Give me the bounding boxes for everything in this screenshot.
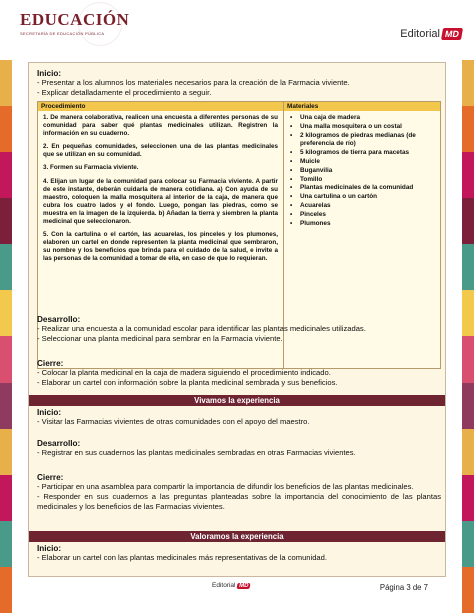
procedure-step: 3. Formen su Farmacia viviente. — [43, 164, 139, 172]
material-item: • Plumones — [300, 220, 436, 229]
inicio-label-1: Inicio: — [37, 69, 62, 78]
section-bar-valoramos: Valoramos la experiencia — [29, 531, 445, 542]
publisher-name: Editorial — [400, 28, 440, 40]
stripe-segment — [0, 475, 12, 521]
material-item: • Buganvilia — [300, 167, 436, 176]
footer-publisher-logo — [212, 582, 251, 589]
material-item: • 2 kilogramos de piedras medianas (de preferencia de río) — [300, 132, 436, 150]
desarrollo-label-2: Desarrollo: — [37, 439, 81, 448]
cierre-section-2 — [37, 473, 441, 512]
material-item: • Una caja de madera — [300, 114, 436, 123]
stripe-segment — [0, 290, 12, 336]
procedure-step: 1. De manera colaborativa, realicen una encuesta a diferentes personas de su comunidad para saber qué plantas medicinales utilizan. Registren la información en su cuaderno. — [43, 114, 278, 138]
cierre-section-1 — [37, 359, 441, 388]
stripe-segment — [462, 244, 474, 290]
materials-header: Materiales — [287, 103, 319, 110]
publisher-badge: MD — [441, 28, 463, 40]
page-number: Página 3 de 7 — [379, 583, 428, 592]
inicio-label-2: Inicio: — [37, 408, 62, 417]
section-bar-vivamos: Vivamos la experiencia — [29, 395, 445, 406]
inicio-section-2 — [37, 408, 441, 427]
material-item: • Pinceles — [300, 211, 436, 220]
inicio-label-3: Inicio: — [37, 544, 62, 553]
footer-publisher-badge: MD — [238, 582, 250, 589]
stripe-segment — [462, 429, 474, 475]
table-header-row — [38, 102, 440, 111]
stripe-segment — [462, 198, 474, 244]
cierre-line: - Elaborar un cartel con información sobre la planta medicinal sembrada y sus beneficios. — [37, 378, 338, 387]
inicio-line: - Presentar a los alumnos los materiales necesarios para la creación de la Farmacia viviente. — [37, 78, 350, 87]
cierre-line: - Colocar la planta medicinal en la caja de madera siguiendo el procedimiento indicado. — [37, 368, 331, 377]
page-header — [0, 0, 474, 60]
desarrollo-section-1 — [37, 315, 441, 344]
stripe-segment — [462, 383, 474, 429]
desarrollo-line: - Seleccionar una planta medicinal para sembrar en la Farmacia viviente. — [37, 334, 283, 343]
stripe-segment — [462, 475, 474, 521]
procedure-step: 5. Con la cartulina o el cartón, las acuarelas, los pinceles y los plumones, elaboren un cartel en donde representen la planta medicinal que sembraron, su nombre y los beneficios que brinda para el cuidado de la salud, e invite a las personas de la comunidad a tomar de ella, en caso de que lo requieran. — [43, 231, 278, 263]
inicio-section-3 — [37, 544, 441, 563]
stripe-segment — [462, 521, 474, 567]
right-decorative-stripes — [462, 60, 474, 613]
stripe-segment — [462, 336, 474, 382]
stripe-segment — [462, 106, 474, 152]
stripe-segment — [0, 106, 12, 152]
logo-title: EDUCACIÓN — [20, 10, 130, 29]
desarrollo-line: - Registrar en sus cuadernos las plantas medicinales sembradas en otras Farmacias vivientes. — [37, 448, 356, 457]
stripe-segment — [0, 60, 12, 106]
cierre-label-1: Cierre: — [37, 359, 64, 368]
material-item: • Una cartulina o un cartón — [300, 193, 436, 202]
stripe-segment — [462, 152, 474, 198]
stripe-segment — [462, 290, 474, 336]
material-item: • Una malla mosquitera o un costal — [300, 123, 436, 132]
stripe-segment — [0, 198, 12, 244]
stripe-segment — [0, 152, 12, 198]
left-decorative-stripes — [0, 60, 12, 613]
education-logo — [20, 10, 129, 36]
footer-publisher-name: Editorial — [212, 582, 236, 589]
stripe-segment — [0, 567, 12, 613]
cierre-line: - Responder en sus cuadernos a las preguntas planteadas sobre la importancia del conocimiento de las plantas medicinales y los beneficios de las Farmacias vivientes. — [37, 492, 441, 511]
stripe-segment — [462, 567, 474, 613]
stripe-segment — [0, 429, 12, 475]
stripe-segment — [462, 60, 474, 106]
logo-subtitle: SECRETARÍA DE EDUCACIÓN PÚBLICA — [20, 31, 105, 36]
desarrollo-line: - Realizar una encuesta a la comunidad escolar para identificar las plantas medicinales utilizadas. — [37, 324, 366, 333]
material-item: • Muicle — [300, 158, 436, 167]
publisher-logo — [400, 28, 462, 40]
inicio-line: - Elaborar un cartel con las plantas medicinales más representativas de la comunidad. — [37, 553, 327, 562]
stripe-segment — [0, 383, 12, 429]
desarrollo-label-1: Desarrollo: — [37, 315, 81, 324]
lesson-plan-frame — [28, 62, 446, 577]
stripe-segment — [0, 244, 12, 290]
stripe-segment — [0, 521, 12, 567]
material-item: • Plantas medicinales de la comunidad — [300, 184, 436, 193]
inicio-line: - Visitar las Farmacias vivientes de otras comunidades con el apoyo del maestro. — [37, 417, 310, 426]
material-item: • Tomillo — [300, 176, 436, 185]
desarrollo-section-2 — [37, 439, 441, 458]
procedure-header: Procedimiento — [38, 102, 284, 111]
procedure-step: 2. En pequeñas comunidades, seleccionen una de las plantas medicinales que se utilizan en su comunidad. — [43, 143, 278, 159]
inicio-section-1 — [37, 69, 441, 98]
material-item: • Acuarelas — [300, 202, 436, 211]
stripe-segment — [0, 336, 12, 382]
cierre-line: - Participar en una asamblea para compartir la importancia de difundir los beneficios de las plantas medicinales. — [37, 482, 414, 491]
procedure-step: 4. Elijan un lugar de la comunidad para colocar su Farmacia viviente. A partir de este instante, deberán cuidarla de manera cotidiana. a) Con ayuda de su maestro, coloquen la malla mosquitera al interior de la caja, de manera que cubra los cuatro lados y el fondo. Luego, pongan las piedras, como se muestra en la imagen de la izquierda. b) Añadan la tierra y siembren la planta medicinal que seleccionaron. — [43, 177, 278, 226]
material-item: • 5 kilogramos de tierra para macetas — [300, 149, 436, 158]
cierre-label-2: Cierre: — [37, 473, 64, 482]
inicio-line: - Explicar detalladamente el procedimiento a seguir. — [37, 88, 212, 97]
